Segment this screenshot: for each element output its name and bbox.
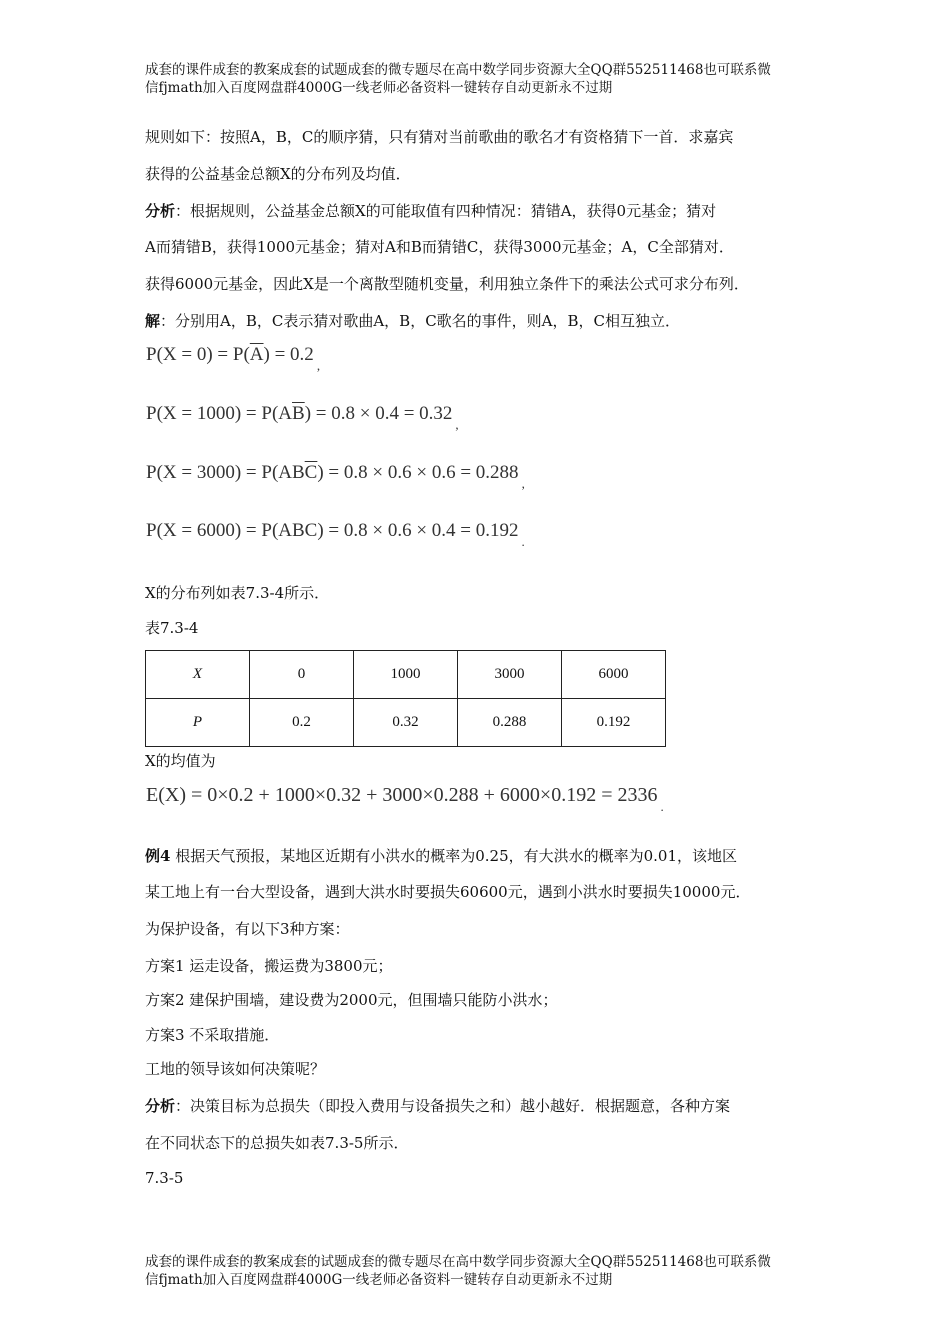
- page-header: [145, 61, 815, 97]
- plan-2: 方案2 建保护围墙，建设费为2000元，但围墙只能防小洪水；: [145, 991, 558, 1009]
- table-row: [146, 699, 666, 747]
- example-4-line-3: 为保护设备，有以下3种方案：: [145, 920, 350, 938]
- intro-line-2: 获得的公益基金总额X的分布列及均值．: [145, 165, 411, 183]
- mean-intro: X的均值为: [145, 752, 216, 770]
- example-4-line-2: 某工地上有一台大型设备，遇到大洪水时要损失60600元，遇到小洪水时要损失10000元．: [145, 883, 751, 901]
- table-cell: 0.192: [562, 699, 666, 747]
- table-cell: 0.2: [250, 699, 354, 747]
- analysis-2-line-2: 在不同状态下的总损失如表7.3-5所示．: [145, 1134, 409, 1152]
- table-row: [146, 651, 666, 699]
- solution-text: ：分别用A，B，C表示猜对歌曲A，B，C歌名的事件，则A，B，C相互独立．: [160, 312, 681, 330]
- footer-line-2: 信fjmath加入百度网盘群4000G一线老师必备资料一键转存自动更新永不过期: [145, 1272, 613, 1288]
- page-footer: [145, 1253, 815, 1289]
- table-cell: X: [146, 651, 250, 699]
- table-cell: 0.32: [354, 699, 458, 747]
- analysis-label: 分析: [145, 1097, 176, 1115]
- table-intro: X的分布列如表7.3-4所示．: [145, 584, 330, 602]
- table-cell: 3000: [458, 651, 562, 699]
- analysis-1-line-2: A而猜错B，获得1000元基金；猜对A和B而猜错C，获得3000元基金；A，C全部猜对．: [145, 238, 734, 256]
- distribution-table: [145, 650, 666, 747]
- table-cell: P: [146, 699, 250, 747]
- table-cell: 0.288: [458, 699, 562, 747]
- example-4-line-1: 例4 根据天气预报，某地区近期有小洪水的概率为0.25，有大洪水的概率为0.01，该地区: [145, 847, 738, 865]
- equation-2: $P(X = 1000) = P(A\overline{B}) = 0.8 \times 0.4 = 0.32_,$: [146, 403, 459, 432]
- table-caption: 表7.3-4: [145, 619, 199, 637]
- solution-line: [145, 311, 680, 331]
- mean-equation: $E(X) = 0\times 0.2 + 1000\times 0.32 + 3000\times 0.288 + 6000\times 0.192 = 2336_.$: [146, 784, 664, 814]
- equation-3: $P(X = 3000) = P(AB\overline{C}) = 0.8 \times 0.6 \times 0.6 = 0.288_,$: [146, 462, 525, 491]
- table-cell: 6000: [562, 651, 666, 699]
- plan-1: 方案1 运走设备，搬运费为3800元；: [145, 957, 393, 975]
- analysis-1-text-1: ：根据规则，公益基金总额X的可能取值有四种情况：猜错A，获得0元基金；猜对: [175, 202, 717, 220]
- table-caption-2: 7.3-5: [145, 1169, 184, 1187]
- plan-3: 方案3 不采取措施．: [145, 1026, 280, 1044]
- equation-4: $P(X = 6000) = P(ABC) = 0.8 \times 0.6 \times 0.4 = 0.192_.$: [146, 520, 525, 549]
- analysis-2-line-1: 分析：决策目标为总损失（即投入费用与设备损失之和）越小越好．根据题意，各种方案: [145, 1097, 731, 1115]
- analysis-1-line-3: 获得6000元基金，因此X是一个离散型随机变量，利用独立条件下的乘法公式可求分布列．: [145, 275, 749, 293]
- footer-line-1: 成套的课件成套的教案成套的试题成套的微专题尽在高中数学同步资源大全QQ群552511468也可联系微: [145, 1254, 771, 1270]
- intro-line-1: 规则如下：按照A，B，C的顺序猜，只有猜对当前歌曲的歌名才有资格猜下一首．求嘉宾: [145, 128, 734, 146]
- question: 工地的领导该如何决策呢？: [145, 1060, 326, 1078]
- solution-label: 解: [145, 312, 161, 330]
- header-line-1: 成套的课件成套的教案成套的试题成套的微专题尽在高中数学同步资源大全QQ群552511468也可联系微: [145, 62, 771, 78]
- header-line-2: 信fjmath加入百度网盘群4000G一线老师必备资料一键转存自动更新永不过期: [145, 80, 613, 96]
- equation-1: $P(X = 0) = P(\overline{A}) = 0.2_,$: [146, 344, 321, 373]
- analysis-1-line-1: [145, 201, 716, 221]
- table-cell: 1000: [354, 651, 458, 699]
- example-label: 例4: [145, 847, 171, 865]
- analysis-label: 分析: [145, 202, 176, 220]
- table-cell: 0: [250, 651, 354, 699]
